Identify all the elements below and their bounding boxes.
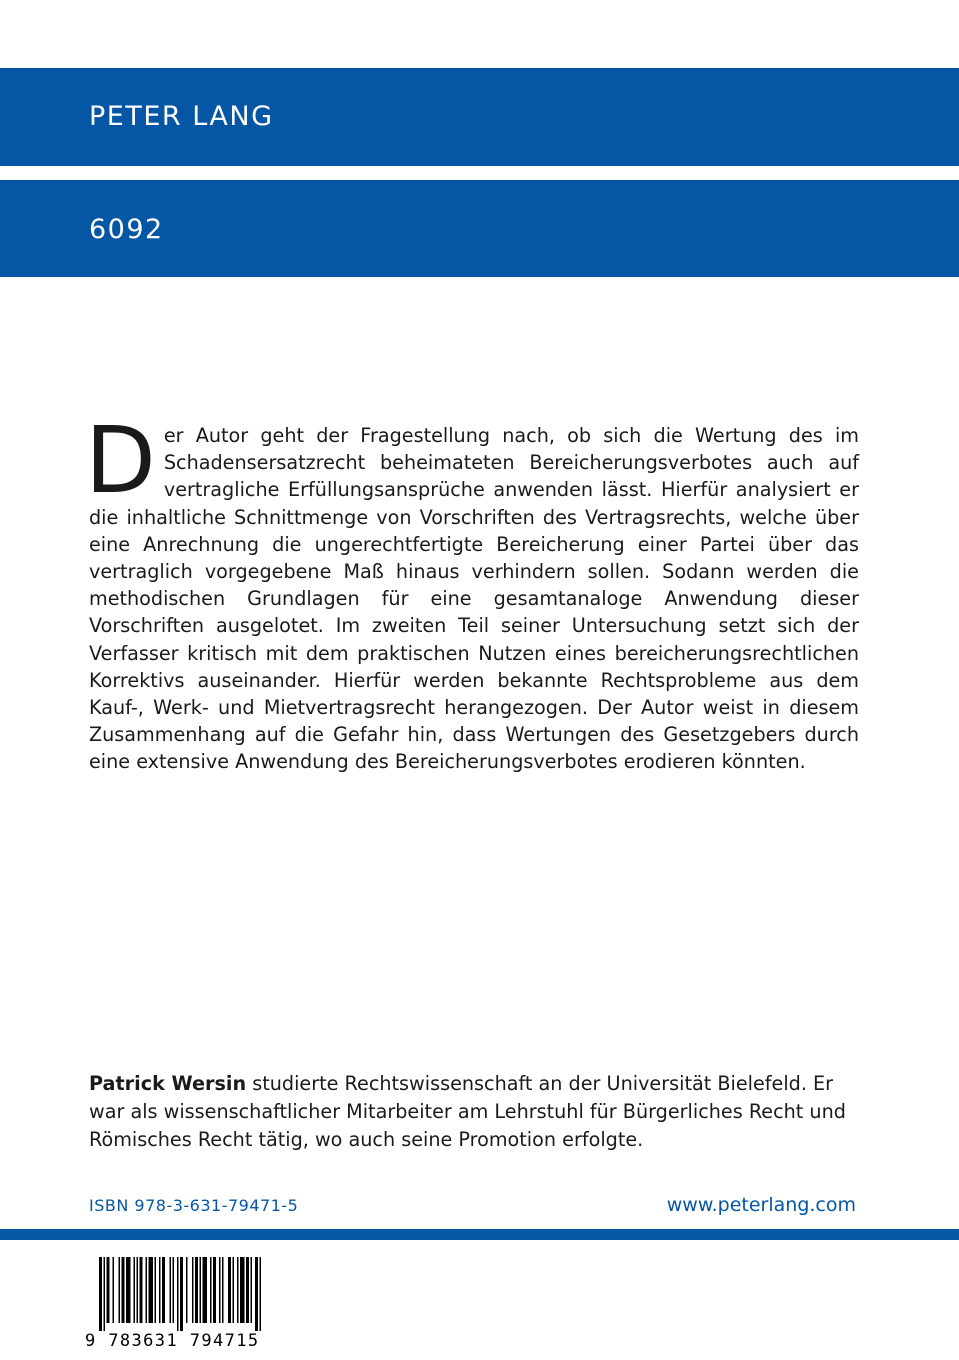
bio-text: studierte Rechtswissenschaft an der Universität Bielefeld. Er war als wissenschaftlicher Mitarbeiter am Lehrstuhl für Bürgerliches Recht und Römisches Recht tätig, wo auch seine Promotion erfolgte. bbox=[89, 1072, 846, 1151]
barcode-bar bbox=[186, 1257, 188, 1323]
publisher-name: PETER LANG bbox=[89, 101, 274, 132]
isbn-number: ISBN 978-3-631-79471-5 bbox=[89, 1196, 299, 1215]
barcode-bar bbox=[137, 1257, 139, 1323]
barcode-bar bbox=[255, 1257, 258, 1331]
barcode-bar bbox=[233, 1257, 235, 1323]
barcode bbox=[85, 1249, 285, 1354]
barcode-bar bbox=[237, 1257, 239, 1323]
author-name: Patrick Wersin bbox=[89, 1072, 247, 1095]
barcode-bar bbox=[126, 1257, 131, 1323]
barcode-bar bbox=[180, 1257, 183, 1331]
barcode-bar bbox=[251, 1257, 253, 1323]
barcode-bar bbox=[104, 1257, 106, 1331]
barcode-bar bbox=[177, 1257, 179, 1331]
barcode-bar bbox=[140, 1257, 143, 1323]
series-number: 6092 bbox=[89, 214, 164, 245]
barcode-bar bbox=[246, 1257, 249, 1323]
barcode-digits: 9 783631 794715 bbox=[85, 1331, 260, 1351]
barcode-bar bbox=[228, 1257, 231, 1323]
barcode-bar bbox=[99, 1257, 102, 1331]
barcode-bar bbox=[113, 1257, 115, 1323]
blurb-text: er Autor geht der Fragestellung nach, ob sich die Wertung des im Schadensersatzrecht beheimateten Bereicherungsverbotes auch auf vertragliche Erfüllungsansprüche anwenden lässt. Hierfür analysiert er die inhaltliche Schnittmenge von Vorschriften des Vertragsrechts, welche über eine Anrechnung die ungerechtfertigte Bereicherung einer Partei über das vertraglich vorgegebene Maß hinaus verhindern sollen. Sodann werden die methodischen Grundlagen für eine gesamtanaloge Anwendung dieser Vorschriften ausgelotet. Im zweiten Teil seiner Untersuchung setzt sich der Verfasser kritisch mit dem praktischen Nutzen eines bereicherungsrechtlichen Korrektivs auseinander. Hierfür werden bekannte Rechtsprobleme aus dem Kauf-, Werk- und Mietvertragsrecht herangezogen. Der Autor weist in diesem Zusammenhang auf die Gefahr hin, dass Wertungen des Gesetzgebers durch eine extensive Anwendung des Bereicherungsverbotes erodieren könnten. bbox=[89, 424, 859, 774]
book-blurb bbox=[85, 407, 859, 776]
barcode-bar bbox=[170, 1257, 172, 1323]
barcode-bar bbox=[200, 1257, 202, 1323]
barcode-bar bbox=[213, 1257, 216, 1323]
barcode-bar bbox=[134, 1257, 136, 1323]
barcode-bar bbox=[149, 1257, 154, 1323]
barcode-bar bbox=[122, 1257, 125, 1323]
barcode-bar bbox=[195, 1257, 198, 1323]
barcode-bar bbox=[219, 1257, 221, 1323]
barcode-bar bbox=[240, 1257, 245, 1323]
author-bio bbox=[89, 1070, 859, 1154]
barcode-bar bbox=[173, 1257, 175, 1323]
barcode-bar bbox=[222, 1257, 224, 1323]
barcode-bar bbox=[146, 1257, 148, 1323]
barcode-bar bbox=[162, 1257, 165, 1323]
series-band bbox=[0, 180, 959, 277]
barcode-bar bbox=[192, 1257, 194, 1323]
blurb-dropcap: D bbox=[85, 407, 156, 514]
publisher-url: www.peterlang.com bbox=[666, 1194, 856, 1216]
footer-rule bbox=[0, 1229, 959, 1240]
barcode-bar bbox=[107, 1257, 110, 1323]
barcode-bar bbox=[119, 1257, 121, 1323]
barcode-bar bbox=[210, 1257, 212, 1323]
barcode-bar bbox=[155, 1257, 157, 1323]
barcode-bar bbox=[203, 1257, 208, 1323]
barcode-bar bbox=[260, 1257, 262, 1331]
barcode-bars-graphic bbox=[85, 1249, 285, 1331]
publisher-band bbox=[0, 68, 959, 166]
barcode-bar bbox=[159, 1257, 161, 1323]
